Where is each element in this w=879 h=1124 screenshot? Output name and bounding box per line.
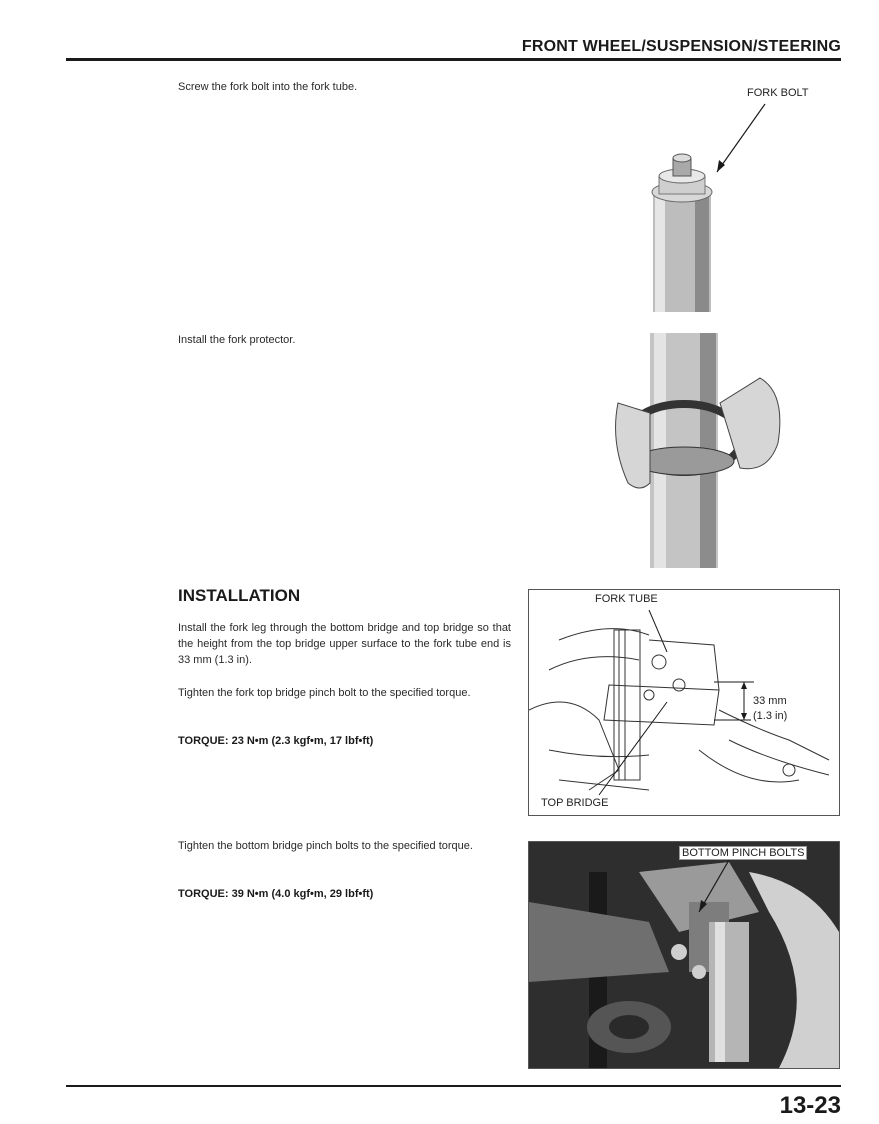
dimension-in-label: (1.3 in) [753, 710, 788, 722]
header-rule [66, 58, 841, 61]
footer-rule [66, 1085, 841, 1087]
installation-paragraph-1: Install the fork leg through the bottom bridge and top bridge so that the height from the top bridge upper surface to the fork tube end is 33 mm (1.3 in). [178, 622, 511, 666]
step-fork-bolt-text: Screw the fork bolt into the fork tube. [178, 81, 358, 93]
fork-bolt-illustration [615, 80, 845, 312]
top-bridge-line-drawing [529, 590, 839, 815]
fork-protector-figure [610, 333, 790, 568]
bottom-pinch-bolts-figure [528, 841, 840, 1069]
bottom-pinch-bolts-label: BOTTOM PINCH BOLTS [679, 846, 807, 860]
page-header-title: FRONT WHEEL/SUSPENSION/STEERING [521, 38, 841, 55]
installation-heading: INSTALLATION [178, 586, 301, 605]
fork-bolt-label: FORK BOLT [747, 87, 809, 99]
top-bridge-label: TOP BRIDGE [541, 797, 609, 809]
bottom-pinch-bolts-photo [529, 842, 839, 1068]
fork-tube-label: FORK TUBE [595, 593, 658, 605]
page-number: 13-23 [779, 1092, 841, 1119]
top-bridge-torque-spec: TORQUE: 23 N•m (2.3 kgf•m, 17 lbf•ft) [178, 735, 374, 747]
installation-paragraph-2: Tighten the fork top bridge pinch bolt to the specified torque. [178, 687, 471, 699]
step-fork-protector-text: Install the fork protector. [178, 334, 296, 346]
dimension-mm-label: 33 mm [753, 695, 787, 707]
bottom-bridge-paragraph: Tighten the bottom bridge pinch bolts to the specified torque. [178, 840, 473, 852]
bottom-bridge-torque-spec: TORQUE: 39 N•m (4.0 kgf•m, 29 lbf•ft) [178, 888, 374, 900]
fork-bolt-figure [615, 80, 845, 312]
top-bridge-diagram [528, 589, 840, 816]
fork-protector-illustration [610, 333, 790, 568]
